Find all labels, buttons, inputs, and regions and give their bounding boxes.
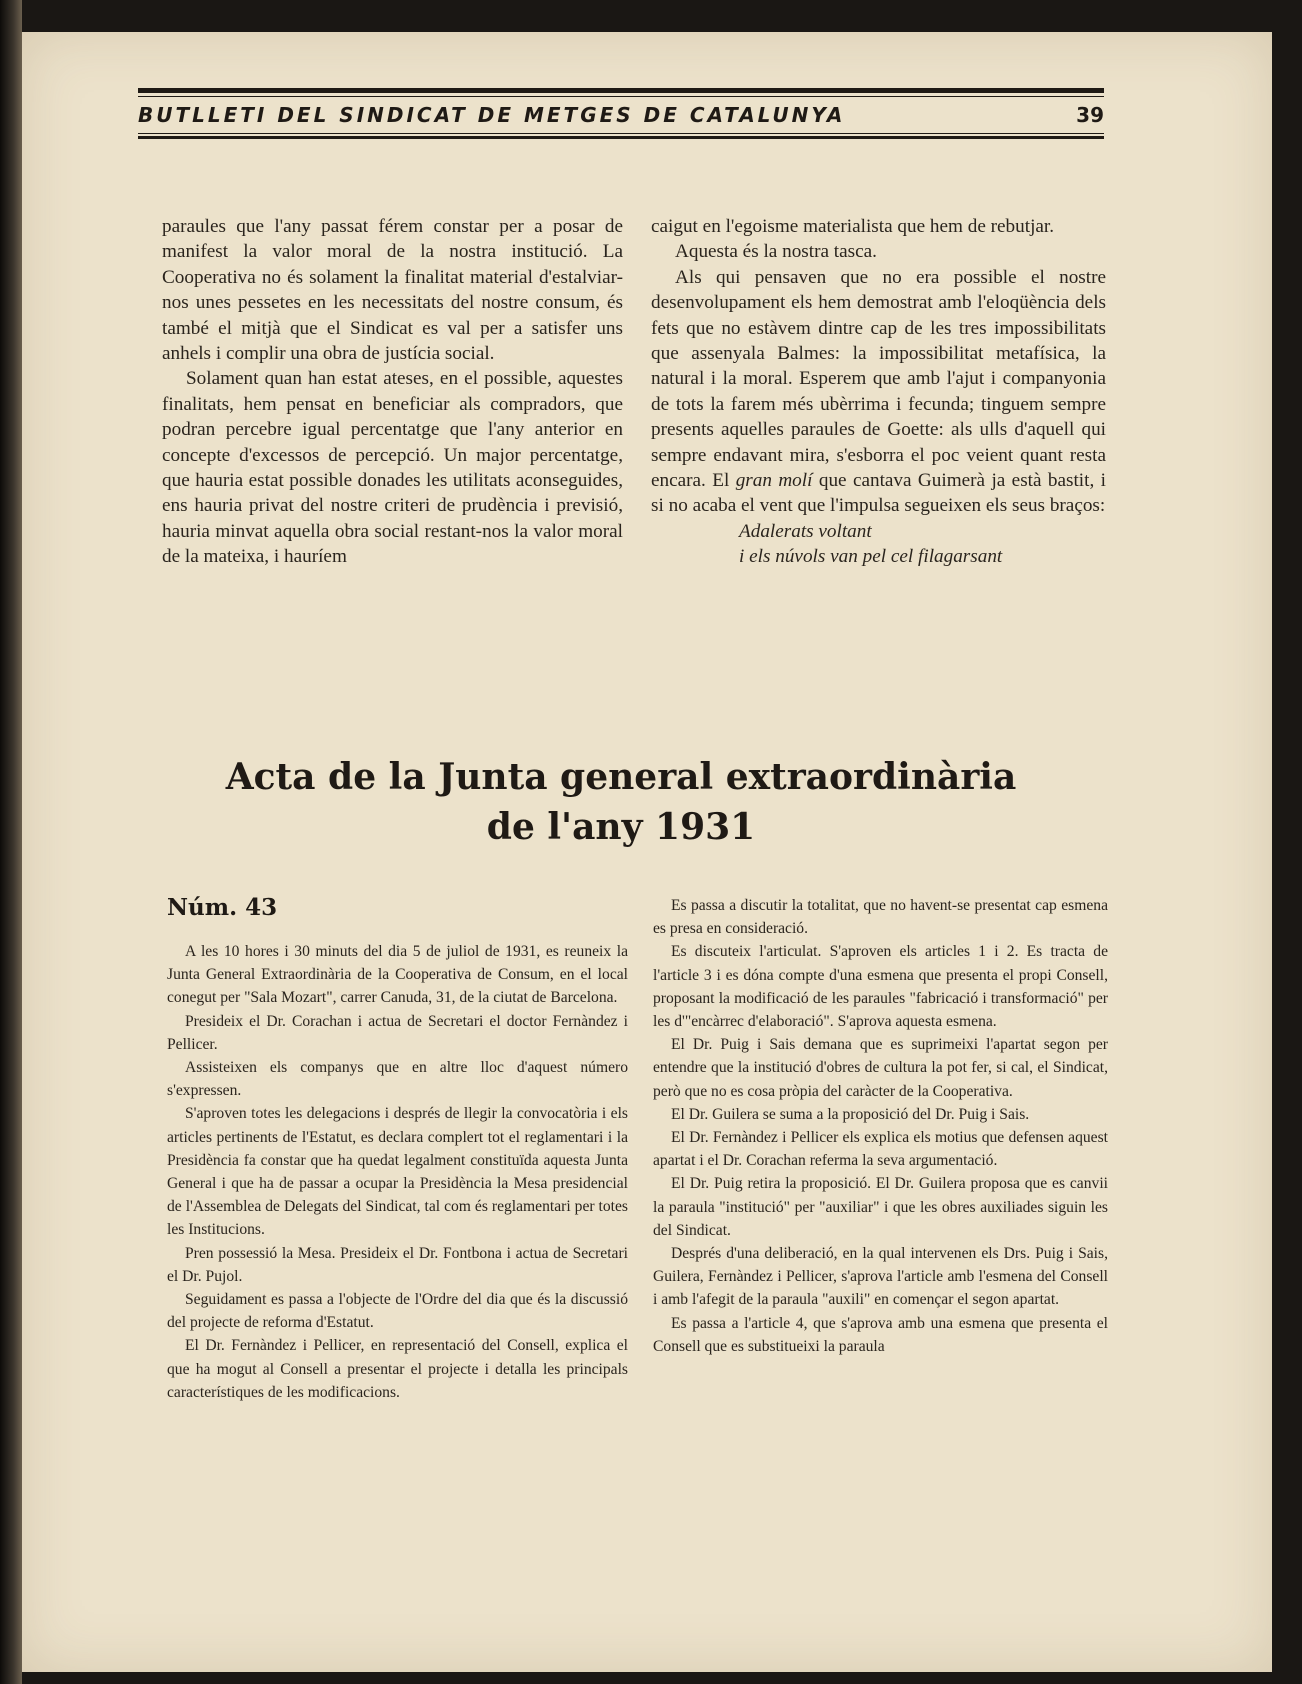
paragraph: El Dr. Guilera se suma a la proposició del Dr. Puig i Sais. bbox=[671, 1105, 1030, 1123]
header-rule-bottom bbox=[138, 136, 1104, 139]
bottom-left-column bbox=[167, 940, 628, 1404]
paragraph: Es passa a discutir la totalitat, que no havent-se presentat cap esmena es presa en consideració. bbox=[653, 897, 1108, 938]
italic-phrase: gran molí bbox=[735, 470, 813, 492]
paragraph: Es passa a l'article 4, que s'aprova amb una esmena que presenta el Consell que es substitueixi la paraula bbox=[653, 1314, 1108, 1355]
paragraph: paraules que l'any passat férem constar per a posar de manifest la valor moral de la nostra institució. La Cooperativa no és solament la finalitat material d'estalviar-nos unes pessetes en les necessitats del nostre consum, és també el mitjà que el Sindicat es val per a satisfer uns anhels i complir una obra de justícia social. bbox=[162, 216, 623, 365]
top-right-column bbox=[651, 214, 1106, 570]
article-title-line-2: de l'any 1931 bbox=[486, 806, 756, 848]
header-rule-bottom-thin bbox=[138, 133, 1104, 134]
text-run: Als qui pensaven que no era possible el nostre desenvolupament els hem demostrat amb l'eloqüència dels fets que no estàvem dintre cap de les tres impossibilitats que assenyala Balmes: la impossibilitat metafísica, la natural i la moral. Esperem que amb l'ajut i companyonia de tots la farem més ubèrrima i fecunda; tinguem sempre presents aquelles paraules de Goette: als ulls d'aquell qui sempre endavant mira, s'esborra el poc veient quant resta encara. El bbox=[651, 266, 1106, 492]
page-number: 39 bbox=[1076, 103, 1104, 127]
paragraph: Assisteixen els companys que en altre lloc d'aquest número s'expressen. bbox=[167, 1059, 628, 1100]
paragraph: Presideix el Dr. Corachan i actua de Secretari el doctor Fernàndez i Pellicer. bbox=[167, 1012, 628, 1053]
paragraph: Solament quan han estat ateses, en el possible, aquestes finalitats, hem pensat en beneficiar als compradors, que podran percebre igual percentatge que l'any anterior en concepte d'excessos de percepció. Un major percentatge, que hauria estat possible donades les utilitats aconseguides, ens hauria privat del nostre criteri de prudència i previsió, hauria minvat aquella obra social restant-nos la valor moral de la mateixa, i hauríem bbox=[162, 368, 623, 568]
paragraph: El Dr. Puig retira la proposició. El Dr. Guilera proposa que es canvii la paraula "institució" per "auxiliar" i que les obres auxiliades siguin les del Sindicat. bbox=[653, 1175, 1108, 1239]
paragraph: Aquesta és la nostra tasca. bbox=[675, 241, 877, 263]
verse-line: i els núvols van pel cel filagarsant bbox=[739, 546, 1003, 568]
paragraph: Pren possessió la Mesa. Presideix el Dr. Fontbona i actua de Secretari el Dr. Pujol. bbox=[167, 1244, 628, 1285]
article-title-line-1: Acta de la Junta general extraordinària bbox=[225, 756, 1017, 798]
paragraph: El Dr. Fernàndez i Pellicer els explica els motius que defensen aquest apartat i el Dr. Corachan referma la seva argumentació. bbox=[653, 1129, 1108, 1170]
issue-number: Núm. 43 bbox=[167, 894, 278, 921]
top-left-column bbox=[162, 214, 623, 570]
paragraph: S'aproven totes les delegacions i després de llegir la convocatòria i els articles pertinents de l'Estatut, es declara complert tot el reglamentari i la Presidència fa constar que ha quedat legalment constituïda aquesta Junta General i que ha de passar a ocupar la Presidència la Mesa presidencial de l'Assemblea de Delegats del Sindicat, tal com és reglamentari per totes les Institucions. bbox=[167, 1105, 628, 1239]
running-title: BUTLLETI DEL SINDICAT DE METGES DE CATALUNYA bbox=[138, 103, 846, 127]
header-rule-top bbox=[138, 88, 1104, 93]
paragraph bbox=[651, 265, 1106, 519]
text-run: que cantava Guimerà ja està bastit, i si no acaba el vent que l'impulsa segueixen els seus braços: bbox=[651, 470, 1106, 517]
paragraph: Seguidament es passa a l'objecte de l'Ordre del dia que és la discussió del projecte de reforma d'Estatut. bbox=[167, 1291, 628, 1332]
paragraph: Després d'una deliberació, en la qual intervenen els Drs. Puig i Sais, Guilera, Fernàndez i Pellicer, s'aprova l'article amb l'esmena del Consell i amb l'afegit de la paraula "auxili" en començar el segon apartat. bbox=[653, 1245, 1108, 1309]
article-title bbox=[138, 752, 1104, 852]
paragraph: caigut en l'egoisme materialista que hem de rebutjar. bbox=[651, 216, 1055, 237]
bottom-right-column bbox=[653, 894, 1108, 1358]
book-spine bbox=[0, 0, 22, 1684]
verse-line: Adalerats voltant bbox=[739, 520, 872, 542]
paragraph: A les 10 hores i 30 minuts del dia 5 de juliol de 1931, es reuneix la Junta General Extraordinària de la Cooperativa de Consum, en el local conegut per "Sala Mozart", carrer Canuda, 31, de la ciutat de Barcelona. bbox=[167, 943, 628, 1007]
paragraph: Es discuteix l'articulat. S'aproven els articles 1 i 2. Es tracta de l'article 3 i es dóna compte d'una esmena que presenta el propi Consell, proposant la modificació de les paraules "fabricació i transformació" per les d'"encàrrec d'elaboració". S'aprova aquesta esmena. bbox=[653, 943, 1108, 1031]
paragraph: El Dr. Puig i Sais demana que es suprimeixi l'apartat segon per entendre que la institució d'obres de cultura la pot fer, si cal, el Sindicat, però que no es cosa pròpia del caràcter de la Cooperativa. bbox=[653, 1036, 1108, 1100]
running-header bbox=[138, 88, 1104, 139]
header-row bbox=[138, 97, 1104, 130]
paragraph: El Dr. Fernàndez i Pellicer, en representació del Consell, explica el que ha mogut al Consell a presentar el projecte i detalla les principals característiques de les modificacions. bbox=[167, 1337, 628, 1401]
